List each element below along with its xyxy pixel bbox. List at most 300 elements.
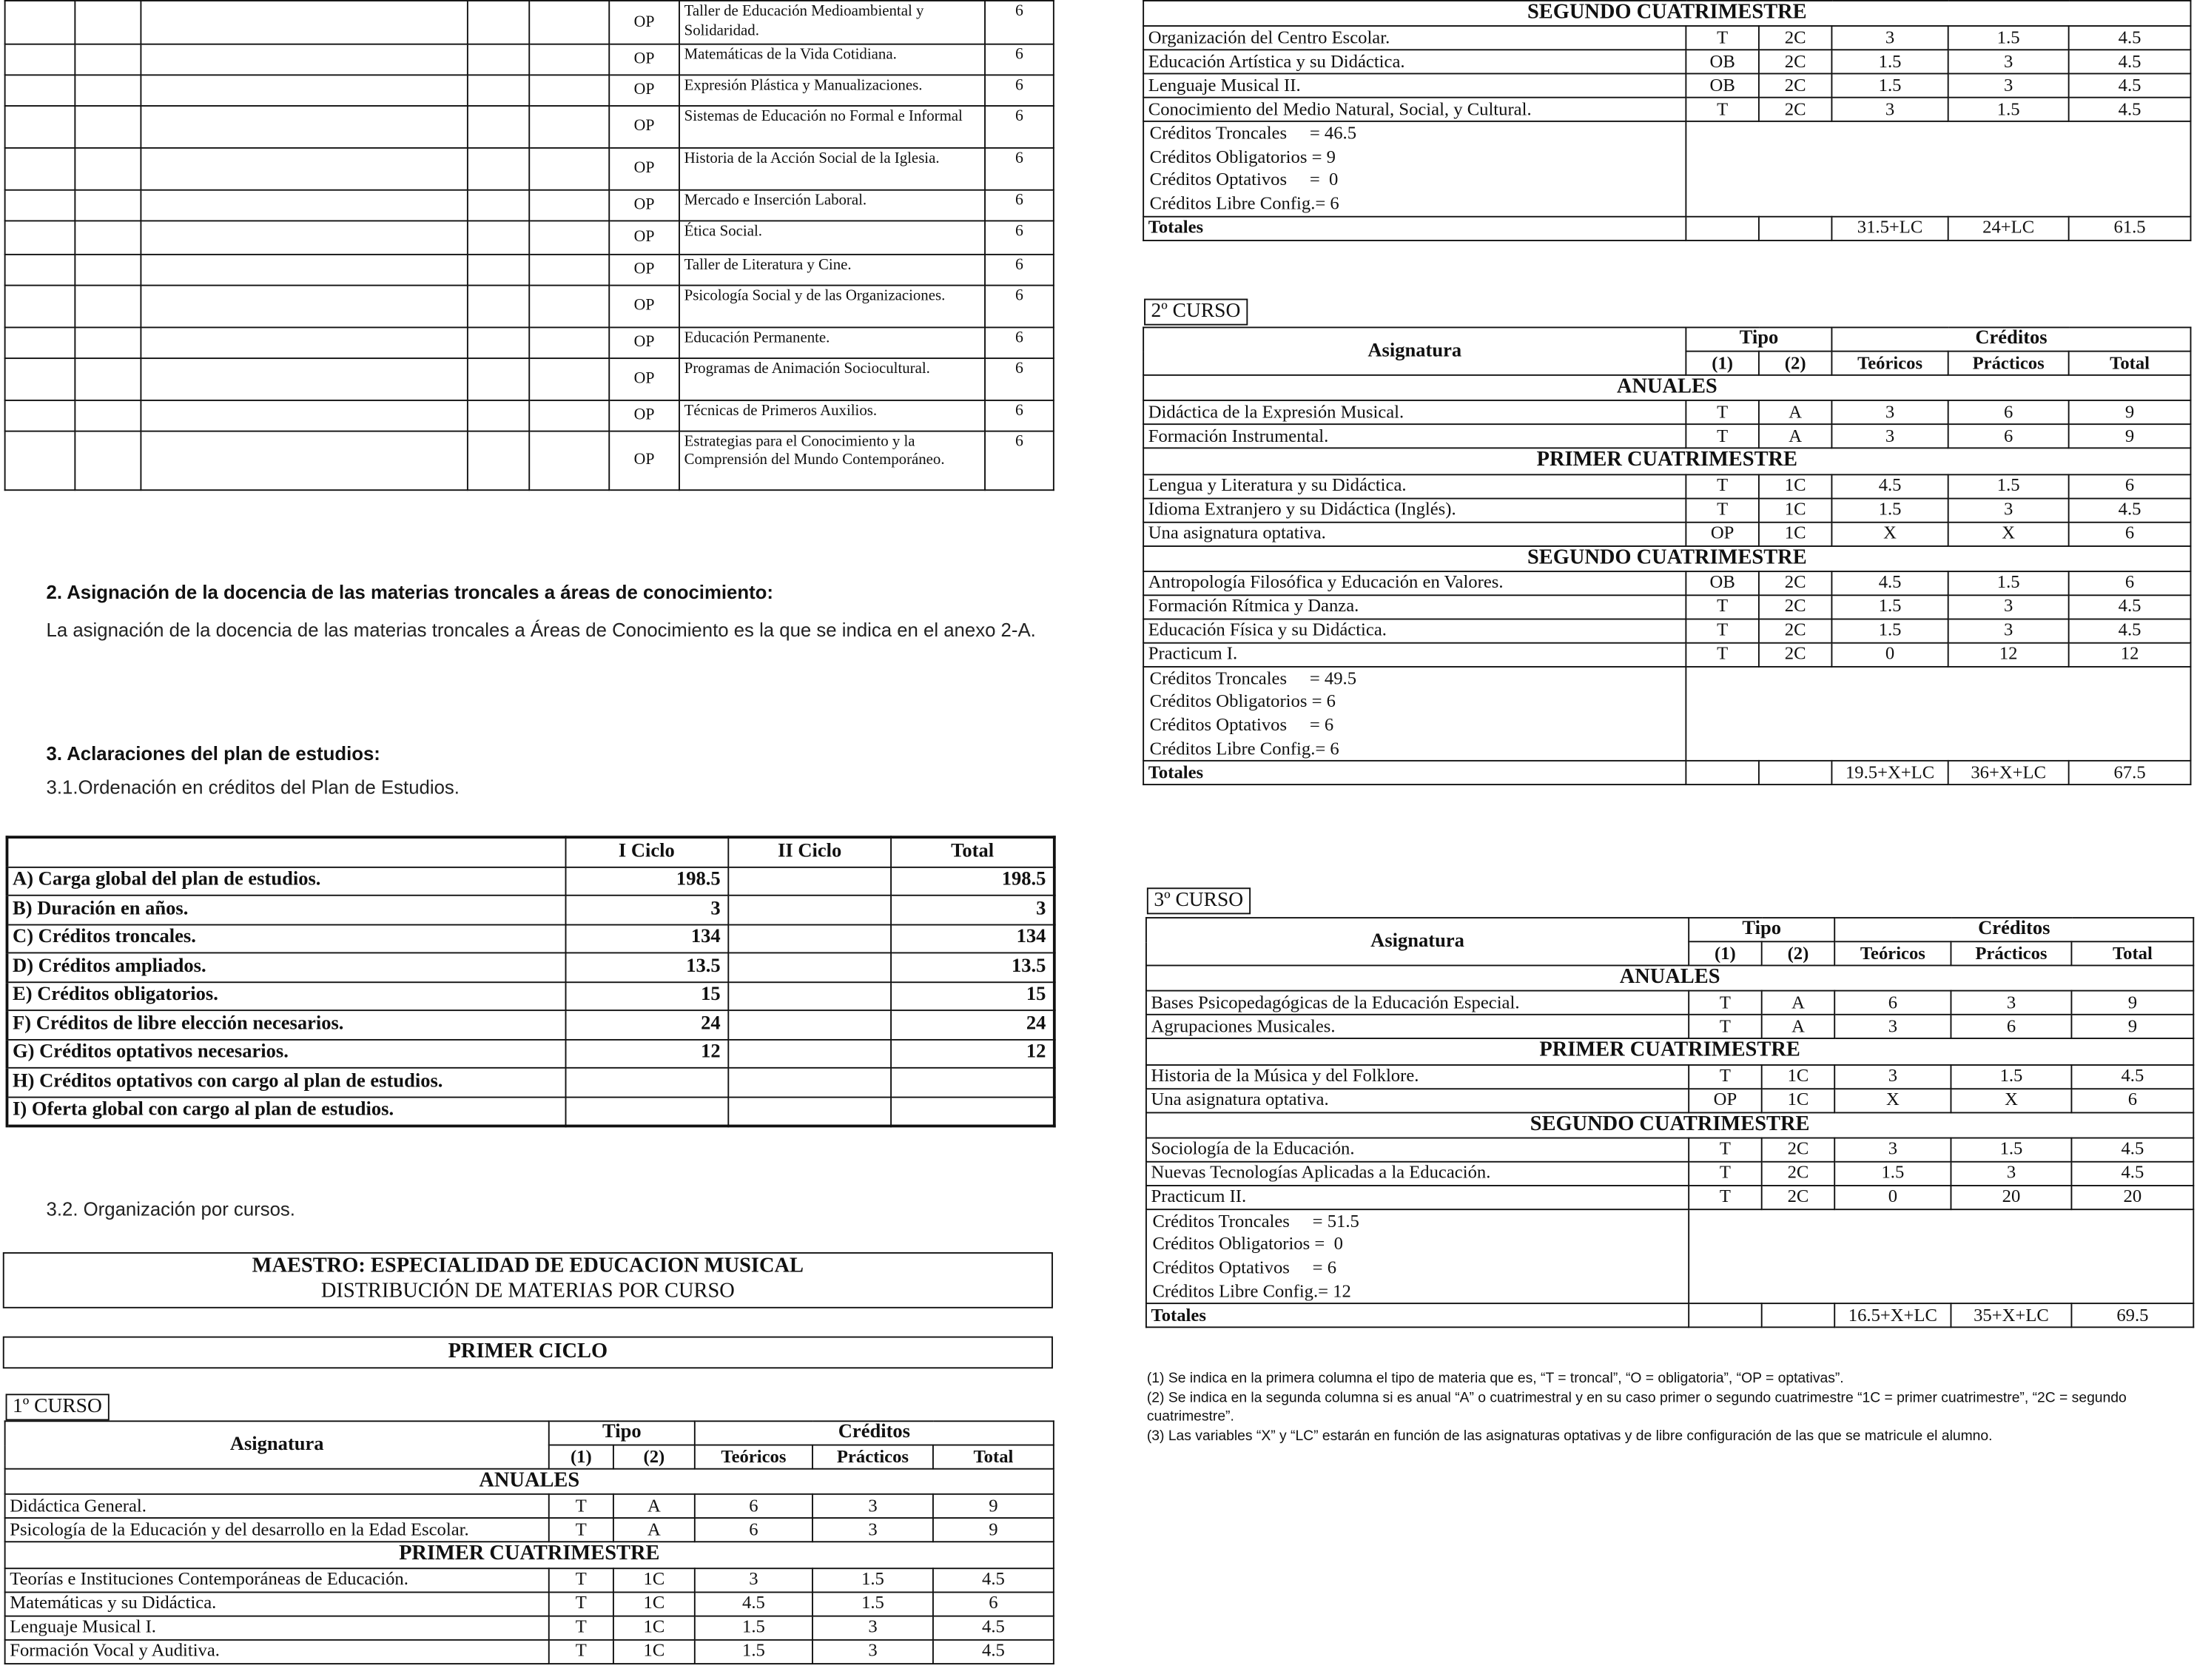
subject-t2: 1C [1759, 498, 1832, 522]
empty-cell [75, 285, 141, 327]
empty-cell [5, 254, 75, 285]
course-header-row [1146, 918, 2193, 941]
optativas-table [4, 0, 1054, 490]
summary-ciclo1: 134 [565, 924, 728, 953]
empty-cell [529, 1, 609, 44]
subject-pr: 3 [1948, 74, 2069, 98]
optativa-tipo: OP [609, 74, 679, 105]
subject-t2: 2C [1759, 595, 1832, 619]
optativa-nombre: Taller de Literatura y Cine. [679, 254, 985, 285]
credits-summary-line: Créditos Optativos = 6 [1152, 1256, 1337, 1278]
optativa-row [5, 220, 1054, 253]
summary-header: II Ciclo [728, 837, 891, 867]
subject-to: 9 [933, 1519, 1054, 1542]
summary-header-row [7, 837, 1054, 867]
subject-row [1143, 522, 2190, 545]
maestro-title-box [3, 1252, 1053, 1308]
summary-row [7, 952, 1054, 981]
subject-t1: T [549, 1639, 613, 1663]
subject-t2: 2C [1762, 1186, 1835, 1209]
t1-header: (1) [1689, 941, 1762, 965]
empty-cell [75, 74, 141, 105]
subject-to: 4.5 [933, 1639, 1054, 1663]
anuales-section-title: ANUALES [5, 1469, 1054, 1495]
empty-cell [5, 326, 75, 357]
optativa-tipo: OP [609, 44, 679, 75]
subject-row [1146, 1015, 2193, 1038]
subject-t2: A [613, 1519, 695, 1542]
subject-t1: T [1686, 401, 1759, 425]
subject-to: 6 [2069, 522, 2191, 545]
summary-label: E) Créditos obligatorios. [7, 981, 565, 1010]
subject-row [5, 1494, 1054, 1518]
section-3-1: 3.1.Ordenación en créditos del Plan de Estudios. [46, 776, 460, 799]
empty-cell [529, 254, 609, 285]
tipo-header: Tipo [549, 1421, 695, 1445]
segundo-section-title: SEGUNDO CUATRIMESTRE [1143, 1, 2190, 27]
subject-te: 4.5 [695, 1592, 812, 1616]
subject-to: 4.5 [2069, 50, 2191, 74]
empty-cell [141, 220, 467, 253]
subject-name: Una asignatura optativa. [1146, 1088, 1689, 1112]
credits-summary-line: Créditos Optativos = 0 [1149, 169, 1339, 190]
empty-cell [529, 326, 609, 357]
subject-to: 6 [2071, 1088, 2193, 1112]
optativa-tipo: OP [609, 220, 679, 253]
optativa-row [5, 254, 1054, 285]
subject-to: 4.5 [2071, 1161, 2193, 1185]
subject-pr: 3 [1948, 50, 2069, 74]
tipo-header: Tipo [1689, 918, 1834, 941]
total-header: Total [933, 1445, 1054, 1469]
summary-ciclo2 [728, 1097, 891, 1126]
subject-row [1143, 474, 2190, 498]
empty-cell [529, 44, 609, 75]
maestro-title: MAESTRO: ESPECIALIDAD DE EDUCACION MUSICAL [252, 1254, 804, 1278]
empty-cell [468, 74, 529, 105]
subject-pr: 20 [1951, 1186, 2072, 1209]
credits-summary-line: Créditos Optativos = 6 [1149, 713, 1334, 735]
empty-cell [5, 285, 75, 327]
summary-label: I) Oferta global con cargo al plan de estudios. [7, 1097, 565, 1126]
optativa-row [5, 189, 1054, 221]
empty-cell [468, 189, 529, 221]
subject-to: 9 [2069, 401, 2191, 425]
subject-pr: 3 [812, 1616, 933, 1639]
subject-t1: T [549, 1592, 613, 1616]
subject-t2: 1C [1762, 1088, 1835, 1112]
subject-to: 4.5 [933, 1568, 1054, 1591]
subject-te: 3 [1834, 1015, 1951, 1038]
optativa-nombre: Sistemas de Educación no Formal e Informal [679, 105, 985, 147]
subject-pr: 6 [1948, 425, 2069, 448]
subject-row [1146, 1064, 2193, 1088]
subject-row [5, 1639, 1054, 1663]
curso1-label: 1º CURSO [6, 1394, 110, 1420]
optativa-nombre: Educación Permanente. [679, 326, 985, 357]
empty-cell [468, 254, 529, 285]
subject-to: 4.5 [2071, 1064, 2193, 1088]
t2-header: (2) [1759, 352, 1832, 375]
course-header-row [5, 1421, 1054, 1445]
subject-t2: 2C [1759, 98, 1832, 121]
optativa-row [5, 44, 1054, 75]
empty-cell [141, 431, 467, 490]
section-row [1146, 966, 2193, 992]
summary-ciclo2 [728, 1010, 891, 1039]
subject-te: 3 [1834, 1064, 1951, 1088]
teoricos-header: Teóricos [695, 1445, 812, 1469]
empty-cell [5, 189, 75, 221]
subject-t2: 1C [613, 1639, 695, 1663]
t2-header: (2) [1762, 941, 1835, 965]
optativa-tipo: OP [609, 105, 679, 147]
subject-t2: 1C [613, 1568, 695, 1591]
section-row [1143, 1, 2190, 27]
summary-label: G) Créditos optativos necesarios. [7, 1039, 565, 1068]
optativa-row [5, 400, 1054, 431]
subject-to: 4.5 [2069, 595, 2191, 619]
subject-pr: 3 [1948, 498, 2069, 522]
totales-teoricos: 31.5+LC [1831, 216, 1948, 240]
footnote-1: (1) Se indica en la primera columna el tipo de materia que es, “T = troncal”, “O = obligatoria”, “OP = optativas”. [1146, 1371, 1844, 1387]
summary-row [7, 1068, 1054, 1097]
empty-cell [5, 44, 75, 75]
subject-to: 9 [933, 1494, 1054, 1518]
empty-cell [529, 400, 609, 431]
subject-t2: 2C [1759, 50, 1832, 74]
subject-pr: 3 [812, 1494, 933, 1518]
asignatura-header: Asignatura [1143, 327, 1686, 375]
subject-te: 1.5 [1831, 74, 1948, 98]
summary-ciclo1: 15 [565, 981, 728, 1010]
totales-row [1143, 216, 2190, 240]
tipo-header: Tipo [1686, 327, 1831, 351]
optativa-creditos: 6 [985, 220, 1054, 253]
subject-te: 3 [1831, 425, 1948, 448]
subject-name: Lenguaje Musical II. [1143, 74, 1686, 98]
credits-summary-line: Créditos Obligatorios = 6 [1149, 691, 1336, 712]
empty-cell [75, 189, 141, 221]
credits-summary-row [1143, 121, 2190, 216]
optativa-nombre: Ética Social. [679, 220, 985, 253]
subject-row [1143, 425, 2190, 448]
asignatura-header: Asignatura [1146, 918, 1689, 966]
subject-row [1143, 595, 2190, 619]
summary-row [7, 981, 1054, 1010]
empty-cell [5, 220, 75, 253]
subject-row [5, 1592, 1054, 1616]
credits-summary [1146, 1209, 1689, 1304]
summary-total: 12 [891, 1039, 1054, 1068]
subject-row [1143, 98, 2190, 121]
subject-to: 4.5 [933, 1616, 1054, 1639]
empty-cell [141, 1, 467, 44]
summary-ciclo2 [728, 1039, 891, 1068]
practicos-header: Prácticos [1951, 941, 2072, 965]
subject-row [1143, 50, 2190, 74]
empty-cell [1686, 761, 1759, 784]
empty-cell [468, 1, 529, 44]
subject-t2: 2C [1759, 27, 1832, 50]
subject-name: Formación Vocal y Auditiva. [5, 1639, 549, 1663]
empty-cell [5, 357, 75, 400]
subject-pr: 12 [1948, 642, 2069, 666]
curso1-table [4, 1420, 1054, 1664]
empty-cell [141, 44, 467, 75]
subject-pr: X [1951, 1088, 2072, 1112]
subject-t1: T [1686, 27, 1759, 50]
curso1-segundo-table [1143, 0, 2191, 241]
total-header: Total [2071, 941, 2193, 965]
course-header-row [1143, 327, 2190, 351]
empty-cell [75, 44, 141, 75]
subject-row [1143, 498, 2190, 522]
section-row [1143, 375, 2190, 401]
subject-t2: 1C [613, 1616, 695, 1639]
credits-summary-line: Créditos Libre Config.= 6 [1149, 192, 1339, 214]
t2-header: (2) [613, 1445, 695, 1469]
subject-to: 6 [2069, 571, 2191, 595]
summary-label: C) Créditos troncales. [7, 924, 565, 953]
subject-te: 0 [1834, 1186, 1951, 1209]
summary-total: 24 [891, 1010, 1054, 1039]
primer-section-title: PRIMER CUATRIMESTRE [1146, 1039, 2193, 1065]
section-3 [47, 743, 1051, 798]
subject-te: X [1834, 1088, 1951, 1112]
total-header: Total [2069, 352, 2191, 375]
subject-te: 1.5 [695, 1616, 812, 1639]
subject-pr: 6 [1948, 401, 2069, 425]
summary-total [891, 1097, 1054, 1126]
optativa-tipo: OP [609, 357, 679, 400]
optativa-nombre: Historia de la Acción Social de la Iglesia. [679, 147, 985, 189]
practicos-header: Prácticos [1948, 352, 2069, 375]
subject-row [1143, 74, 2190, 98]
optativa-creditos: 6 [985, 44, 1054, 75]
subject-t2: 1C [1759, 522, 1832, 545]
footnotes [1147, 1370, 2193, 1445]
optativa-nombre: Mercado e Inserción Laboral. [679, 189, 985, 221]
optativa-row [5, 285, 1054, 327]
optativa-tipo: OP [609, 1, 679, 44]
subject-pr: 6 [1951, 1015, 2072, 1038]
optativa-tipo: OP [609, 189, 679, 221]
empty-cell [1689, 1304, 1762, 1328]
empty-cell [529, 357, 609, 400]
subject-t2: 2C [1759, 619, 1832, 642]
subject-name: Psicología de la Educación y del desarrollo en la Edad Escolar. [5, 1519, 549, 1542]
credits-summary-line: Créditos Obligatorios = 0 [1152, 1233, 1343, 1254]
subject-pr: 1.5 [812, 1592, 933, 1616]
creditos-header: Créditos [1831, 327, 2190, 351]
subject-name: Conocimiento del Medio Natural, Social, y Cultural. [1143, 98, 1686, 121]
subject-row [1146, 1088, 2193, 1112]
subject-t1: T [1686, 474, 1759, 498]
empty-cell [5, 431, 75, 490]
subject-pr: 1.5 [1951, 1138, 2072, 1161]
subject-te: 3 [1831, 27, 1948, 50]
totales-label: Totales [1143, 761, 1686, 784]
empty-cell [468, 357, 529, 400]
optativa-tipo: OP [609, 326, 679, 357]
summary-header-blank [7, 837, 565, 867]
optativa-tipo: OP [609, 147, 679, 189]
curso3-table [1145, 917, 2194, 1328]
summary-total: 134 [891, 924, 1054, 953]
section-row [1143, 448, 2190, 474]
subject-t2: A [1759, 401, 1832, 425]
optativa-creditos: 6 [985, 431, 1054, 490]
optativa-nombre: Técnicas de Primeros Auxilios. [679, 400, 985, 431]
subject-to: 9 [2071, 1015, 2193, 1038]
totales-practicos: 36+X+LC [1948, 761, 2069, 784]
empty-cell [529, 220, 609, 253]
credits-summary-row [1146, 1209, 2193, 1304]
credits-summary-line: Créditos Libre Config.= 6 [1149, 736, 1339, 759]
summary-ciclo1: 13.5 [565, 952, 728, 981]
optativa-row [5, 147, 1054, 189]
subject-row [1143, 619, 2190, 642]
curso3-label: 3º CURSO [1147, 887, 1251, 914]
empty-cell [75, 147, 141, 189]
subject-pr: 1.5 [1948, 571, 2069, 595]
subject-t2: 2C [1762, 1138, 1835, 1161]
primer-ciclo-box: PRIMER CICLO [3, 1337, 1053, 1369]
summary-ciclo1: 12 [565, 1039, 728, 1068]
footnote-3: (3) Las variables “X” y “LC” estarán en función de las asignaturas optativas y de libre configuración de las que se matricule el alumno. [1146, 1428, 1993, 1444]
credits-summary [1143, 667, 1686, 762]
empty-cell [5, 147, 75, 189]
primer-section-title: PRIMER CUATRIMESTRE [1143, 448, 2190, 474]
subject-t1: T [1689, 1064, 1762, 1088]
subject-name: Practicum I. [1143, 642, 1686, 666]
subject-t2: 2C [1759, 571, 1832, 595]
subject-t1: T [1689, 991, 1762, 1015]
subject-to: 4.5 [2069, 619, 2191, 642]
section-row [1146, 1039, 2193, 1065]
totales-row [1146, 1304, 2193, 1328]
empty-cell [75, 357, 141, 400]
subject-te: 6 [695, 1494, 812, 1518]
subject-name: Educación Artística y su Didáctica. [1143, 50, 1686, 74]
subject-row [1143, 571, 2190, 595]
credits-summary-line: Créditos Troncales = 46.5 [1149, 122, 1357, 144]
empty-cell [5, 1, 75, 44]
subject-t1: T [1689, 1015, 1762, 1038]
subject-name: Formación Instrumental. [1143, 425, 1686, 448]
credits-summary-blank [1686, 667, 2190, 762]
optativa-nombre: Psicología Social y de las Organizaciones. [679, 285, 985, 327]
subject-row [1146, 1138, 2193, 1161]
summary-total [891, 1068, 1054, 1097]
practicos-header: Prácticos [812, 1445, 933, 1469]
summary-ciclo1: 3 [565, 896, 728, 924]
summary-total: 15 [891, 981, 1054, 1010]
section-row [1146, 1112, 2193, 1138]
empty-cell [5, 400, 75, 431]
subject-row [5, 1616, 1054, 1639]
subject-t1: T [1686, 619, 1759, 642]
empty-cell [468, 326, 529, 357]
empty-cell [529, 189, 609, 221]
summary-ciclo2 [728, 981, 891, 1010]
section-2-heading: 2. Asignación de la docencia de las materias troncales a áreas de conocimiento: [46, 582, 773, 603]
subject-name: Teorías e Instituciones Contemporáneas de Educación. [5, 1568, 549, 1591]
optativa-row [5, 357, 1054, 400]
summary-ciclo1 [565, 1068, 728, 1097]
totales-teoricos: 19.5+X+LC [1831, 761, 1948, 784]
empty-cell [75, 254, 141, 285]
subject-t1: OP [1686, 522, 1759, 545]
subject-row [1143, 401, 2190, 425]
empty-cell [75, 105, 141, 147]
subject-to: 4.5 [2069, 74, 2191, 98]
empty-cell [468, 400, 529, 431]
section-row [1143, 545, 2190, 571]
subject-to: 4.5 [2069, 498, 2191, 522]
summary-row [7, 924, 1054, 953]
empty-cell [75, 1, 141, 44]
subject-te: 4.5 [1831, 474, 1948, 498]
empty-cell [75, 220, 141, 253]
summary-label: B) Duración en años. [7, 896, 565, 924]
optativa-nombre: Programas de Animación Sociocultural. [679, 357, 985, 400]
summary-header: Total [891, 837, 1054, 867]
subject-name: Matemáticas y su Didáctica. [5, 1592, 549, 1616]
subject-t2: A [1762, 991, 1835, 1015]
subject-t1: OB [1686, 571, 1759, 595]
empty-cell [141, 74, 467, 105]
summary-ciclo1: 24 [565, 1010, 728, 1039]
summary-row [7, 896, 1054, 924]
subject-name: Historia de la Música y del Folklore. [1146, 1064, 1689, 1088]
subject-t2: 2C [1759, 642, 1832, 666]
optativa-nombre: Taller de Educación Medioambiental y Solidaridad. [679, 1, 985, 44]
t1-header: (1) [549, 1445, 613, 1469]
empty-cell [468, 44, 529, 75]
subject-t2: 2C [1762, 1161, 1835, 1185]
empty-cell [141, 105, 467, 147]
subject-t2: 2C [1759, 74, 1832, 98]
credits-summary-blank [1689, 1209, 2193, 1304]
optativa-row [5, 105, 1054, 147]
empty-cell [75, 431, 141, 490]
subject-name: Idioma Extranjero y su Didáctica (Inglés). [1143, 498, 1686, 522]
optativa-creditos: 6 [985, 74, 1054, 105]
subject-t1: T [549, 1568, 613, 1591]
credits-summary-line: Créditos Libre Config.= 12 [1152, 1280, 1351, 1301]
empty-cell [468, 220, 529, 253]
subject-to: 9 [2069, 425, 2191, 448]
empty-cell [141, 285, 467, 327]
subject-to: 4.5 [2069, 98, 2191, 121]
subject-to: 6 [933, 1592, 1054, 1616]
optativa-row [5, 74, 1054, 105]
subject-t1: T [1686, 642, 1759, 666]
credits-summary-line: Créditos Obligatorios = 9 [1149, 145, 1336, 167]
optativa-creditos: 6 [985, 326, 1054, 357]
summary-total: 13.5 [891, 952, 1054, 981]
creditos-header: Créditos [1834, 918, 2193, 941]
section-row [5, 1469, 1054, 1495]
subject-name: Una asignatura optativa. [1143, 522, 1686, 545]
section-2-text: La asignación de la docencia de las materias troncales a Áreas de Conocimiento es la que se indica en el anexo 2-A. [46, 619, 1036, 641]
subject-pr: 3 [1948, 595, 2069, 619]
subject-te: X [1831, 522, 1948, 545]
totales-total: 69.5 [2071, 1304, 2193, 1328]
subject-t2: A [1762, 1015, 1835, 1038]
